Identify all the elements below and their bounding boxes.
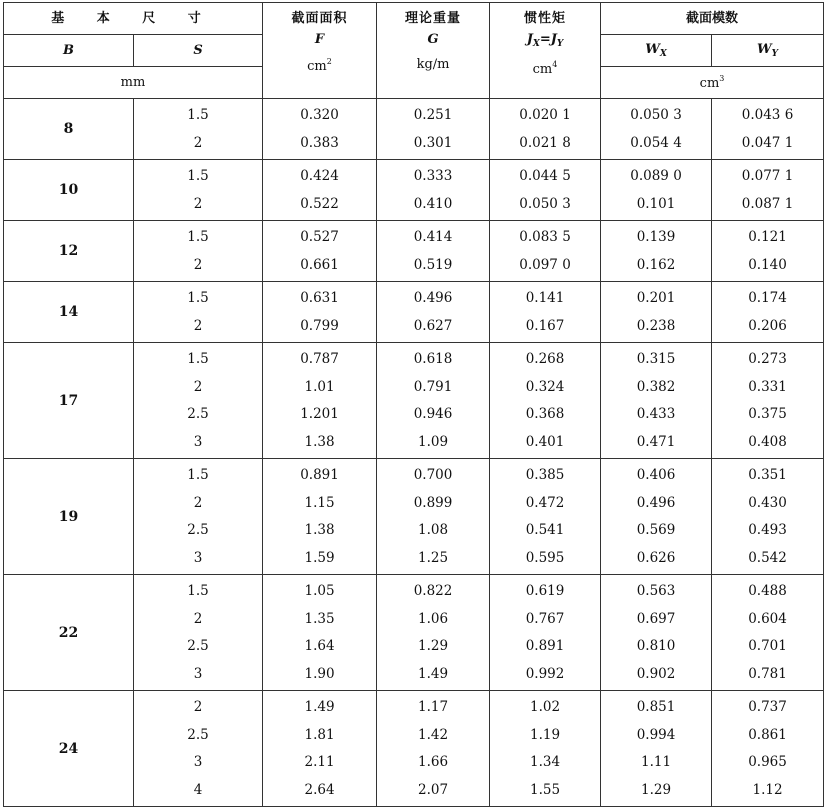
modulus-x-value: 0.139 [636,229,676,245]
area-value: 1.64 [304,638,335,654]
modulus-x-value: 0.050 3 [630,107,682,123]
area-cell [263,459,377,575]
modulus-y-cell [712,99,824,160]
inertia-value: 1.02 [529,699,561,715]
weight-value: 0.410 [413,195,453,212]
area-cell [263,160,377,221]
modulus-y-cell [712,160,824,221]
wall-thickness-value: 2 [193,610,203,627]
weight-value: 1.29 [417,638,449,654]
unit-cm3: $cm^3$ [601,67,824,99]
inertia-value: 0.324 [525,378,565,395]
unit-cm2: $cm^2$ [307,57,332,74]
size-b-cell: 8 [4,99,134,160]
wall-thickness-cell [134,99,263,160]
wall-thickness-value: 3 [193,665,203,682]
weight-value: 1.25 [417,549,449,566]
modulus-x-value: 0.626 [636,549,676,566]
modulus-y-cell [712,575,824,691]
area-value: 2.64 [304,781,335,798]
area-value: 1.01 [304,378,335,395]
weight-cell [377,575,490,691]
wall-thickness-value: 2 [193,699,203,715]
modulus-y-value: 0.493 [748,522,787,538]
area-value: 1.49 [304,699,335,715]
weight-value: 0.414 [413,229,453,245]
modulus-x-value: 0.054 4 [630,134,682,151]
header-modulus: 截面模数 [601,3,824,35]
wall-thickness-value: 2 [193,256,203,273]
modulus-x-cell [601,99,712,160]
inertia-value: 0.097 0 [519,256,571,273]
area-cell [263,343,377,459]
weight-value: 0.496 [413,290,453,306]
wall-thickness-value: 3 [193,433,203,450]
area-value: 1.38 [304,433,335,450]
area-value: 0.522 [300,195,339,212]
size-b-cell: 17 [4,343,134,459]
inertia-cell [490,99,601,160]
wall-thickness-value: 4 [193,781,203,798]
wall-thickness-cell [134,221,263,282]
modulus-y-value: 0.331 [748,378,787,395]
header-B: B [4,35,134,67]
weight-cell [377,691,490,807]
weight-cell [377,282,490,343]
weight-value: 0.251 [413,107,453,123]
weight-value: 1.17 [417,699,449,715]
wall-thickness-value: 3 [193,754,203,770]
header-weight-cell [377,3,490,99]
size-b-cell: 22 [4,575,134,691]
wall-thickness-cell [134,160,263,221]
unit-kgm: kg/m [416,57,450,72]
modulus-x-value: 0.810 [636,638,676,654]
inertia-value: 0.541 [525,522,565,538]
header-Wy: $W_Y$ [712,35,824,67]
weight-value: 0.899 [413,494,453,511]
weight-cell [377,99,490,160]
modulus-y-value: 0.206 [748,317,787,334]
wall-thickness-cell [134,343,263,459]
inertia-value: 0.767 [525,610,565,627]
inertia-value: 0.368 [525,406,565,422]
weight-value: 1.09 [417,433,449,450]
modulus-y-value: 0.087 1 [741,195,794,212]
area-value: 0.799 [300,317,339,334]
modulus-x-cell [601,343,712,459]
modulus-x-value: 0.315 [636,351,676,367]
wall-thickness-value: 2 [193,195,203,212]
header-F: F [314,32,325,47]
modulus-x-value: 0.201 [636,290,676,306]
weight-value: 0.822 [413,583,453,599]
modulus-x-value: 0.089 0 [630,168,682,184]
group-row-b-24 [4,691,824,807]
weight-value: 0.946 [413,406,453,422]
group-row-b-22 [4,575,824,691]
weight-value: 1.42 [417,726,449,743]
weight-value: 0.627 [413,317,453,334]
weight-value: 0.333 [413,168,453,184]
header-basic-size: 基 本 尺 寸 [4,3,263,35]
area-value: 0.424 [300,168,339,184]
area-cell [263,99,377,160]
modulus-y-value: 0.375 [748,406,787,422]
modulus-y-value: 0.861 [748,726,787,743]
inertia-value: 0.083 5 [519,229,571,245]
area-value: 0.661 [300,256,339,273]
group-row-b-10 [4,160,824,221]
modulus-y-value: 0.077 1 [741,168,794,184]
wall-thickness-cell [134,282,263,343]
area-value: 0.383 [300,134,339,151]
header-Jx-Jy: $J_X=J_Y$ [526,32,564,49]
modulus-x-value: 0.697 [636,610,676,627]
inertia-value: 1.34 [529,754,561,770]
modulus-y-value: 0.781 [748,665,787,682]
wall-thickness-value: 1.5 [187,351,209,367]
modulus-x-value: 0.851 [636,699,676,715]
weight-value: 0.301 [413,134,453,151]
inertia-value: 0.167 [525,317,565,334]
wall-thickness-value: 1.5 [187,290,209,306]
inertia-value: 0.472 [525,494,565,511]
modulus-y-value: 0.351 [748,467,787,483]
wall-thickness-value: 1.5 [187,467,209,483]
modulus-y-value: 0.430 [748,494,787,511]
inertia-value: 0.891 [525,638,565,654]
wall-thickness-cell [134,691,263,807]
modulus-x-value: 0.994 [636,726,676,743]
size-b-cell: 24 [4,691,134,807]
inertia-value: 0.044 5 [519,168,571,184]
unit-cm4: $cm^4$ [532,60,558,77]
header-inertia: 惯性矩 [524,11,567,26]
modulus-x-value: 0.162 [636,256,676,273]
inertia-value: 0.268 [525,351,565,367]
modulus-y-value: 0.488 [748,583,787,599]
wall-thickness-value: 1.5 [187,229,209,245]
weight-value: 0.618 [413,351,453,367]
inertia-value: 0.595 [525,549,565,566]
modulus-x-value: 0.471 [636,433,676,450]
area-cell [263,575,377,691]
header-inertia-cell [490,3,601,99]
modulus-y-value: 0.737 [748,699,787,715]
header-area: 截面面积 [291,11,348,26]
area-value: 0.891 [300,467,339,483]
weight-cell [377,160,490,221]
group-row-b-19 [4,459,824,575]
inertia-cell [490,282,601,343]
modulus-x-cell [601,575,712,691]
wall-thickness-value: 2.5 [187,638,209,654]
area-cell [263,221,377,282]
wall-thickness-value: 2 [193,494,203,511]
inertia-cell [490,343,601,459]
wall-thickness-value: 2 [193,134,203,151]
area-value: 1.90 [304,665,335,682]
modulus-y-value: 0.043 6 [741,107,794,123]
inertia-value: 0.401 [525,433,565,450]
inertia-value: 0.020 1 [519,107,571,123]
area-value: 0.631 [300,290,339,306]
modulus-y-value: 0.965 [748,754,787,770]
wall-thickness-value: 1.5 [187,107,209,123]
weight-value: 1.06 [417,610,449,627]
wall-thickness-value: 2.5 [187,726,209,743]
wall-thickness-value: 2.5 [187,522,209,538]
wall-thickness-value: 2 [193,378,203,395]
inertia-cell [490,691,601,807]
unit-mm: mm [4,67,263,99]
size-b-cell: 19 [4,459,134,575]
wall-thickness-cell [134,459,263,575]
modulus-y-cell [712,459,824,575]
modulus-y-value: 0.140 [748,256,787,273]
inertia-value: 0.992 [525,665,565,682]
wall-thickness-value: 2.5 [187,406,209,422]
group-row-b-14 [4,282,824,343]
size-b-cell: 12 [4,221,134,282]
weight-value: 1.49 [417,665,449,682]
weight-cell [377,221,490,282]
wall-thickness-value: 1.5 [187,168,209,184]
wall-thickness-cell [134,575,263,691]
area-value: 2.11 [304,754,335,770]
area-value: 1.201 [300,406,339,422]
modulus-x-value: 0.382 [636,378,676,395]
modulus-y-value: 1.12 [752,781,783,798]
modulus-y-value: 0.174 [748,290,787,306]
header-G: G [427,32,439,47]
modulus-y-cell [712,691,824,807]
header-row-1 [4,3,824,35]
modulus-x-value: 0.569 [636,522,676,538]
wall-thickness-value: 2 [193,317,203,334]
modulus-x-value: 1.29 [640,781,672,798]
area-value: 1.15 [304,494,335,511]
weight-value: 1.66 [417,754,449,770]
inertia-value: 0.141 [525,290,565,306]
inertia-cell [490,221,601,282]
inertia-value: 0.619 [525,583,565,599]
inertia-cell [490,459,601,575]
modulus-x-value: 1.11 [640,754,672,770]
modulus-x-cell [601,691,712,807]
area-cell [263,282,377,343]
modulus-y-cell [712,221,824,282]
inertia-cell [490,575,601,691]
inertia-value: 1.19 [529,726,561,743]
header-Wx: $W_X$ [601,35,712,67]
modulus-x-value: 0.902 [636,665,676,682]
area-value: 1.59 [304,549,335,566]
area-value: 0.320 [300,107,339,123]
weight-value: 0.791 [413,378,453,395]
group-row-b-17 [4,343,824,459]
header-area-cell [263,3,377,99]
inertia-value: 0.385 [525,467,565,483]
inertia-value: 0.021 8 [519,134,571,151]
area-value: 1.81 [304,726,335,743]
area-cell [263,691,377,807]
section-properties-table [3,2,824,807]
area-value: 0.527 [300,229,339,245]
wall-thickness-value: 1.5 [187,583,209,599]
area-value: 0.787 [300,351,339,367]
group-row-b-12 [4,221,824,282]
modulus-y-value: 0.121 [748,229,787,245]
modulus-y-value: 0.542 [748,549,787,566]
modulus-y-cell [712,343,824,459]
area-value: 1.35 [304,610,335,627]
weight-cell [377,459,490,575]
area-value: 1.05 [304,583,335,599]
modulus-x-cell [601,282,712,343]
modulus-y-value: 0.408 [748,433,787,450]
modulus-x-value: 0.406 [636,467,676,483]
size-b-cell: 14 [4,282,134,343]
modulus-x-value: 0.238 [636,317,676,334]
modulus-x-value: 0.496 [636,494,676,511]
area-value: 1.38 [304,522,335,538]
modulus-y-value: 0.701 [748,638,787,654]
header-weight: 理论重量 [405,11,462,26]
modulus-x-cell [601,459,712,575]
inertia-cell [490,160,601,221]
modulus-x-cell [601,160,712,221]
modulus-y-value: 0.604 [748,610,787,627]
modulus-x-value: 0.563 [636,583,676,599]
weight-value: 1.08 [417,522,449,538]
modulus-x-value: 0.433 [636,406,676,422]
weight-value: 2.07 [417,781,449,798]
wall-thickness-value: 3 [193,549,203,566]
size-b-cell: 10 [4,160,134,221]
inertia-value: 1.55 [529,781,561,798]
weight-value: 0.700 [413,467,453,483]
modulus-y-cell [712,282,824,343]
modulus-y-value: 0.047 1 [741,134,794,151]
modulus-x-value: 0.101 [636,195,676,212]
inertia-value: 0.050 3 [519,195,571,212]
weight-cell [377,343,490,459]
group-row-b-8 [4,99,824,160]
header-S: S [134,35,263,67]
modulus-x-cell [601,221,712,282]
weight-value: 0.519 [413,256,453,273]
modulus-y-value: 0.273 [748,351,787,367]
